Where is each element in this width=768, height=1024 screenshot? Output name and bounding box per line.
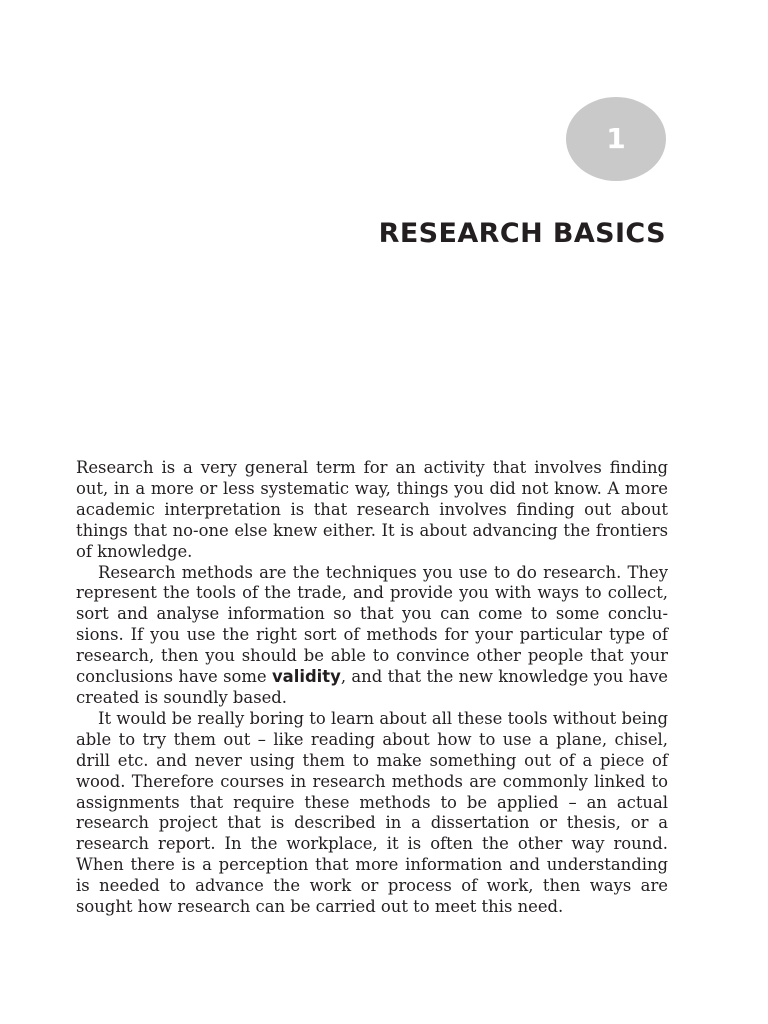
body-paragraph-2 — [76, 563, 668, 709]
chapter-body — [76, 458, 668, 918]
key-term-validity: validity — [271, 667, 341, 687]
chapter-title: RESEARCH BASICS — [378, 218, 666, 249]
chapter-number: 1 — [606, 122, 626, 155]
body-paragraph-1: Research is a very general term for an activity that involves finding out, in a more or less systematic way, things you did not know. A more academic interpretation is that research involves finding out about things that no-one else knew either. It is about advancing the frontiers of knowledge. — [76, 458, 668, 561]
chapter-number-badge — [566, 97, 666, 181]
body-paragraph-3: It would be really boring to learn about all these tools without being able to try them out – like reading about how to use a plane, chisel, drill etc. and never using them to make something out of a piece of wood. Therefore courses in research methods are commonly linked to assignments that require these methods to be applied – an actual research project that is described in a dissertation or thesis, or a research report. In the workplace, it is often the other way round. When there is a perception that more information and understanding is needed to advance the work or process of work, then ways are sought how research can be carried out to meet this need. — [76, 708, 668, 917]
paragraph-2-text-before-term: Research methods are the techniques you use to do research. They represent the tools of the trade, and provide you with ways to collect, sort and analyse information so that you can come to some conclusions. If you use the right sort of methods for your particular type of research, then you should be able to convince other people that your conclusions have some — [76, 562, 668, 687]
paragraph-2-text-after-term: , and that the new knowledge you have created is soundly based. — [76, 667, 668, 707]
